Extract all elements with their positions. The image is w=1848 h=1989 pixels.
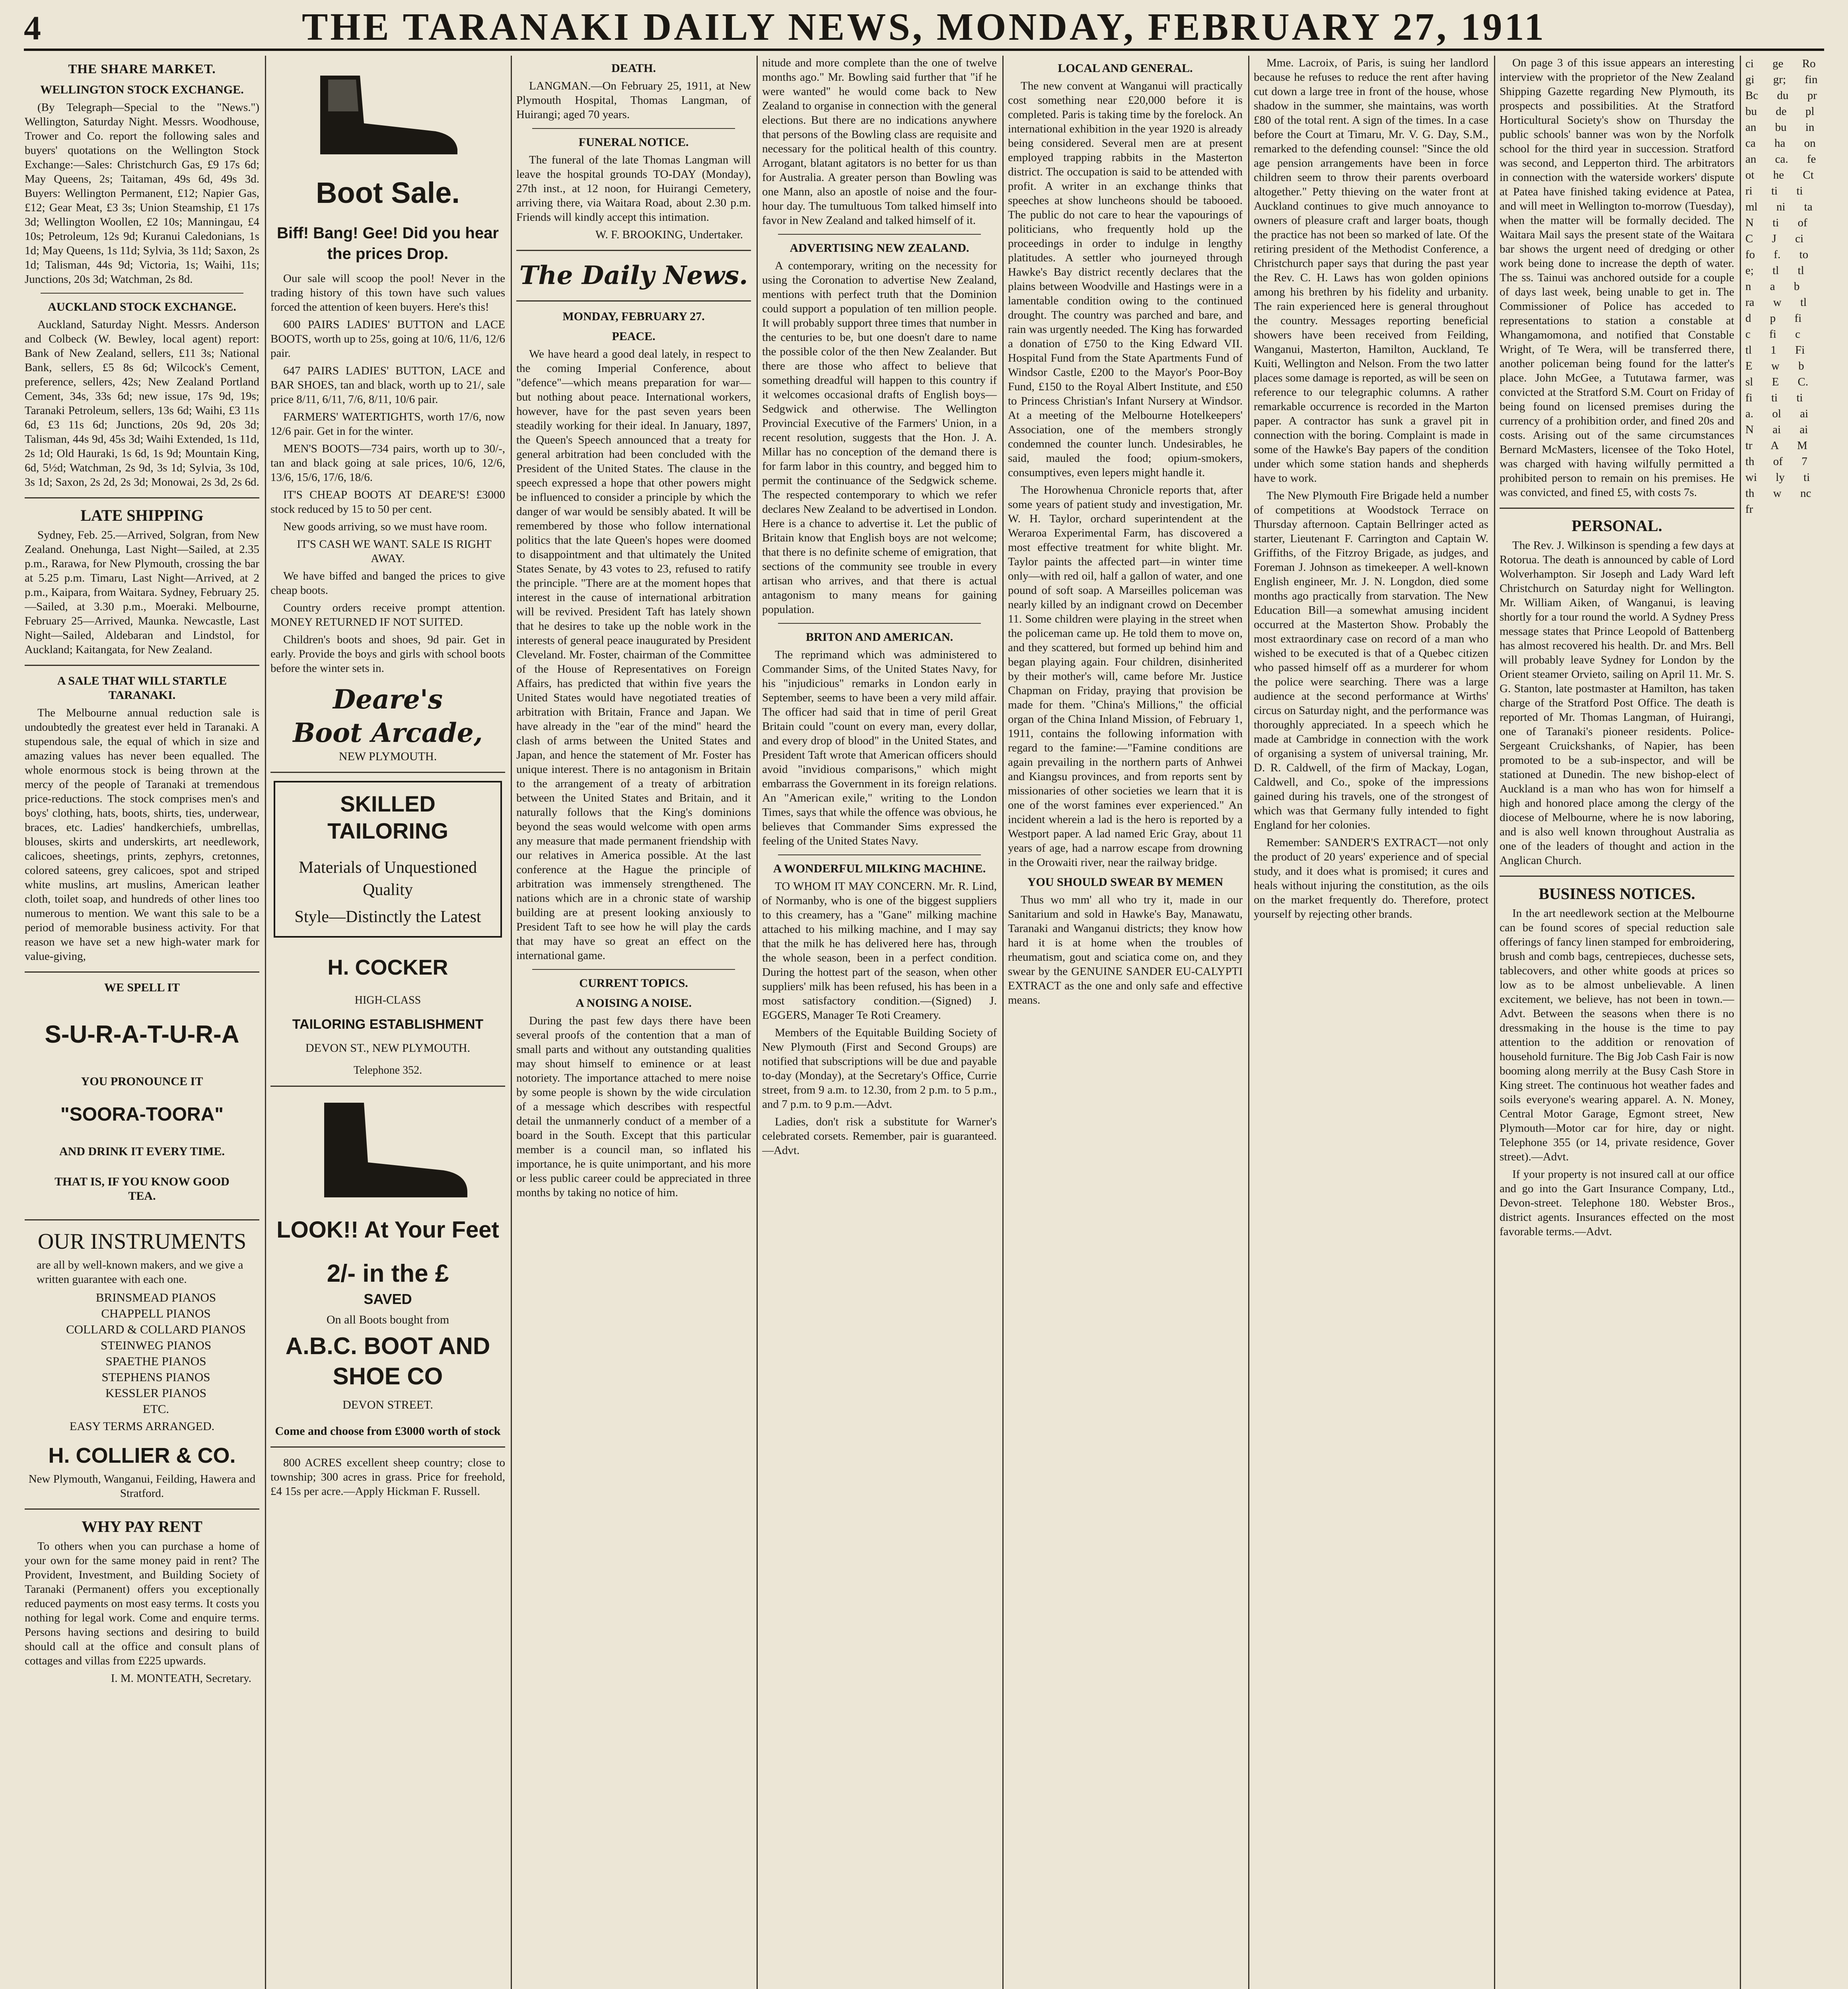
masthead [24, 5, 1824, 49]
advertising-nz-heading: ADVERTISING NEW ZEALAND. [790, 241, 969, 255]
column-4 [762, 56, 997, 1989]
briton-american-heading: BRITON AND AMERICAN. [805, 631, 953, 644]
sander-extract-notice: Remember: SANDER'S EXTRACT—not only the product of 20 years' experience and of special study, and it does what is promised; it cures and heals without injuring the constitution, as the oils on the market frequently do. Therefore, protect yourself by rejecting other brands. [1254, 836, 1488, 921]
deare-town: NEW PLYMOUTH. [338, 750, 437, 763]
divider [1500, 508, 1734, 509]
list-item: CHAPPELL PIANOS [101, 1306, 211, 1320]
business-notices-heading: BUSINESS NOTICES. [1539, 885, 1695, 903]
sale-article: The Melbourne annual reduction sale is undoubtedly the greatest ever held in Taranaki. A stupendous sale, the equal of which in size and amazing values has never been equalled. The whole enormous stock is being thrown at the mercy of the people of Taranaki at tremendous price-reductions. The stock comprises men's and boys' clothing, hats, boots, shirts, ties, underwear, braces, etc. Ladies' handkerchiefs, umbrellas, blouses, skirts and underskirts, art needlework, calicoes, sheetings, prints, zephyrs, cretonnes, colored sateens, grey calicoes, spot and striped white muslins, art muslins, American leather cloth, toilet soap, and hundreds of other lines too numerous to mention. We want this sale to be a period of memorable business activity. For that reason we have set a new high-water mark for value-giving, [25, 706, 259, 963]
divider [778, 623, 981, 624]
paper-nameplate: The Daily News. [519, 261, 748, 290]
boot-sale-intro: Our sale will scoop the pool! Never in the trading history of this town have such values forced the attention of keen buyers. Here's this! [270, 272, 505, 313]
collier-name: H. COLLIER & CO. [48, 1444, 236, 1467]
newspaper-title: THE TARANAKI DAILY NEWS, MONDAY, FEBRUARY 27, 1911 [302, 6, 1546, 49]
boot-illustration-icon [300, 1095, 475, 1202]
local-general-items: The new convent at Wanganui will practically cost something near £20,000 before it is completed. Paris is taking time by the forelock. An international exhibition in the year 1920 is already being considered. Several men are at present employed trapping rabbits in the Masterton district. The occupation is said to be attended with profit. A writer in an exchange thinks that speeches at show luncheons should be tabooed. The public do not care to hear the vapourings of politicians, who frequently hold up the proceedings in order to indulge in lengthy platitudes. A settler who journeyed through Hawke's Bay district recently declares that the plains between Woodville and Hastings were in a lamentable condition owing to the continued drought. The country was parched and bare, and rain was urgently needed. The King has forwarded a donation of £750 to the King Edward VII. Hospital Fund from the State Apartments Fund of Windsor Castle, £200 to the Mayor's Poor-Boy Fund, £150 to the Royal Albert Institute, and £50 to Princess Christian's Infant Nursery at Windsor. At a meeting of the Melbourne Hotelkeepers' Association, one of the members strongly condemned the counter lunch. Undesirables, he said, mauled the food; opium-smokers, consumptives, even lepers might handle it. [1008, 80, 1243, 479]
biff-bang-headline: Biff! Bang! Gee! Did you hear the prices Drop. [277, 224, 499, 263]
briton-american-article: The reprimand which was administered to Commander Sims, of the United States Navy, for his "injudicious" remarks in London early in September, seems to have been a very mild affair. The officer had said that in time of peril Great Britain could "count on every man, every dollar, and every drop of blood" in the United States, and President Taft wrote that American officers should avoid "invidious comparisons," which might embarrass the Government in its foreign relations. An "American exile," writing to the London Times, says that while the offence was obvious, he believes that Commander Sims expressed the feeling of the United States Navy. [762, 648, 997, 847]
deares-name: Deare's [333, 684, 443, 715]
divider [778, 234, 981, 235]
advertising-nz-article: A contemporary, writing on the necessity for using the Coronation to advertise New Zealand, mentions with perfect truth that the Dominion could support a population of ten million people. It will probably support three times that number in the centuries to be, but one doesn't dare to name the possible color of the then New Zealander. But there are those who affect to believe that something dreadful will happen to this country if it welcomes occasional drafts of English boys—Sedgwick and otherwise. The Wellington Provincial Executive of the Farmers' Union, in a recent resolution, suggests that the Hon. J. A. Millar has no conception of the demand there is for farm labor in this country, and begged him to permit the continuance of the Sedgwick scheme. The respected contemporary to which we refer declares New Zealand to be advertised in London. Here is a chance to advertise it. Let the public of Britain know that English boys are not welcome; that there is no definite scheme of emigration, that sections of the community see trouble in every artisan who arrives, and that there is actual antagonism to many means for gaining population. [762, 259, 997, 616]
divider [41, 293, 243, 294]
highclass-label: HIGH-CLASS [354, 994, 421, 1006]
column-1 [25, 56, 259, 1989]
cocker-name: H. COCKER [327, 956, 448, 979]
divider [25, 1508, 259, 1510]
page-number: 4 [24, 9, 41, 47]
column-rule [511, 56, 512, 1989]
cut-off-text: ci ge Ro gi gr; fin Bc du pr bu de pl an bu in ca ha on an ca. fe ot he Ct ri ti ti ml ni ta N ti of C J ci fo f. to e; tl tl n a b ra w tl d p fi c fi c tl 1 Fi E w b sl E C. fi ti ti a. ol ai N ai ai tr A M th of 7 wi ly ti th w nc fr [1745, 57, 1818, 516]
skilled-tailoring-title: SKILLED TAILORING [327, 791, 448, 843]
late-shipping-report: Sydney, Feb. 25.—Arrived, Solgran, from New Zealand. Onehunga, Last Night—Sailed, at 2.35 p.m., Rarawa, for New Plymouth, crossing the bar at 5.25 p.m. Timaru, Last Night—Arrived, at 2 p.m., Kaipara, from Waitara. Sydney, February 25.—Sailed, at 3.30 p.m., Moeraki. Melbourne, February 25—Arrived, Maunka. Newcastle, Last Night—Sailed, Aldebaran and Lindstol, for Auckland; Kaitangata, for New Zealand. [25, 529, 259, 656]
peace-editorial: We have heard a good deal lately, in respect to the coming Imperial Conference, about "defence"—which means preparation for war—but nothing about peace. International workers, however, have for the past seven years been steadily working for their ideal. In January, 1897, the Queen's Speech announced that a treaty for general arbitration had been concluded with the President of the United States. The clause in the speech expressed a hope that other powers might be influenced to consider a principle by which the danger of war would be sensibly abated. It will be remembered by those who follow international politics that the late Queen's hopes were doomed to disappointment and that ultimately the United States Senate, by 43 votes to 23, refused to ratify the principle. "There are at the moment hopes that interest in the cause of international arbitration will be revived. President Taft has lately shown that he desires to take up the noble work in the interests of general peace inaugurated by President Cleveland. Mr. Foster, chairman of the Committee of the House of Representatives on Foreign Affairs, has predicted that within five years the United States would have negotiated treaties of arbitration with Britain, France and Japan. We have already in the "ear of the mind" heard the clash of arms between the United States and Japan, and hence the statement of Mr. Foster has unique interest. There is no antagonism in Britain to the arrangement of a treaty of arbitration between the United States and Britain, and it naturally follows that the King's dominions beyond the seas would welcome with open arms any measure that made permanent friendship with our relatives in America possible. At the last conference at the Hague the principle of arbitration was immensely strengthened. The nations which are in a chronic state of warship building are at present looking anxiously to President Taft to see how he will play the cards that may have so great an effect on the international game. [516, 348, 751, 962]
all-boots-text: On all Boots bought from [326, 1313, 449, 1326]
skilled-tailoring-box [274, 781, 502, 938]
choose-stock-text: Come and choose from £3000 worth of stock [275, 1425, 501, 1438]
column-8-fragment [1745, 56, 1824, 1989]
list-item: SPAETHE PIANOS [105, 1354, 206, 1368]
divider [25, 497, 259, 498]
saved-amount: 2/- in the £ [327, 1260, 449, 1287]
boot-item: IT'S CHEAP BOOTS AT DEARE'S! £3000 stock reduced by 15 to 50 per cent. [270, 488, 505, 516]
column-6 [1254, 56, 1488, 1989]
divider [516, 250, 751, 251]
death-heading: DEATH. [611, 62, 656, 75]
boot-item: 647 PAIRS LADIES' BUTTON, LACE and BAR SHOES, tan and black, worth up to 21/, sale price 8/11, 6/11, 7/6, 8/11, 10/6 pair. [270, 364, 505, 406]
divider [532, 969, 735, 970]
funeral-notice: The funeral of the late Thomas Langman will leave the hospital grounds TO-DAY (Monday), 27th inst., at 12 noon, for Huirangi Cemetery, arriving there, via Waitara Road, about 2.30 p.m. Friends will kindly accept this intimation. [516, 154, 751, 224]
instruments-advert [25, 1228, 259, 1501]
masthead-rule [24, 49, 1824, 51]
column-3 [516, 56, 751, 1989]
column-rule [1494, 56, 1495, 1989]
corsets-notice: Ladies, don't risk a substitute for Warner's celebrated corsets. Remember, pair is guaranteed.—Advt. [762, 1115, 997, 1157]
auckland-exchange-report: Auckland, Saturday Night. Messrs. Anderson and Colbeck (W. Bewley, local agent) report: Bank of New Zealand, sellers, £11 3s; National Bank, sellers, £5 8s 6d; Wilcock's Cement, preference, sellers, 42s; New Zealand Portland Cement, 34s, 33s 6d; new issue, 17s 9d, 19s; Taranaki Petroleum, sellers, 13s 6d; Waihi, £3 11s 6d, £3 11s 6d; Junctions, 20s 9d, 20s 3d; Talisman, 44s 9d, 45s 3d; Waihi Extended, 1s 11d, 2s 1d; Old Hauraki, 1s 6d, 1s 9d; Mountain King, 6d, 5½d; Watchman, 2s 9d, 3s 1d; Sylvia, 3s 10d, 3s 1d; Saxon, 2s 2d, 2s 3d; Monowai, 2s 3d, 2s 6d. [25, 318, 259, 488]
divider [270, 1446, 505, 1448]
abc-company-name: A.B.C. BOOT AND SHOE CO [285, 1333, 490, 1390]
dateline: MONDAY, FEBRUARY 27. [562, 310, 705, 323]
suratura-word: S-U-R-A-T-U-R-A [45, 1021, 239, 1048]
list-item: STEINWEG PIANOS [100, 1338, 212, 1352]
divider [25, 971, 259, 973]
swear-text: Thus wo mm' all who try it, made in our Sanitarium and sold in Hawke's Bay, Manawatu, Taranaki and Wanganui districts; they know how hard it is at home when the troubles of rheumatism, gout and sciatica come on, and they swear by the GENUINE SANDER EU-CALYPTI EXTRACT as the one and only safe and effective means. [1008, 893, 1243, 1006]
milking-machine-article: TO WHOM IT MAY CONCERN. Mr. R. Lind, of Normanby, who is one of the biggest suppliers to this creamery, has a "Gane" milking machine attached to his milking machine, and I may say that the milk he has delivered here has, through the whole season, been in a perfect condition. During the hottest part of the season, when other suppliers' milk has been refused, his has been in a most satisfactory condition.—(Signed) J. EGGERS, Manager Te Roti Creamery. [762, 880, 997, 1022]
materials-text: Materials of Unquestioned Quality [299, 858, 477, 899]
spell-heading: WE SPELL IT [104, 981, 180, 994]
abc-boot-advert [270, 1095, 505, 1438]
noise-heading: A NOISING A NOISE. [576, 996, 692, 1010]
cash-text: IT'S CASH WE WANT. SALE IS RIGHT AWAY. [297, 538, 492, 565]
column-rule [1248, 56, 1249, 1989]
death-notice: LANGMAN.—On February 25, 1911, at New Plymouth Hospital, Thomas Langman, of Huirangi; aged 70 years. [516, 80, 751, 121]
new-goods-text: New goods arriving, so we must have room. [283, 520, 488, 533]
local-general-continued: The New Plymouth Fire Brigade held a number of competitions at Woodstock Terrace on Thursday afternoon. Captain Bellringer acted as starter, Lieutenant F. Carrington and Captain W. Griffiths, of the Fitzroy Brigade, as judges, and Foreman J. Johnson as timekeeper. A well-known English engineer, Mr. J. N. Longdon, died some months ago practically from starvation. The New Education Bill—a somewhat amusing incident occurred at the Masterton Show. Probably the most extraordinary case on record of a man who wished to be executed is that of a Quebec citizen who passed himself off as a murderer for whom the police were searching. There was a large audience at the second performance at Wirths' circus on Saturday night, and the performance was thoroughly appreciated. In a speech which he made at Cambridge in connection with the work of organising a system of universal training, Mr. D. R. Caldwell, of the firm of Mackay, Logan, Caldwell, and Co., spoke of the impressions gained during his travels, one of the strongest of which was that Germany fully intended to fight England for her colonies. [1254, 489, 1488, 831]
boot-sale-title: Boot Sale. [316, 176, 460, 209]
current-topics-heading: CURRENT TOPICS. [579, 977, 688, 990]
piano-list [53, 1290, 259, 1417]
divider [25, 1219, 259, 1220]
boot-item: MEN'S BOOTS—734 pairs, worth up to 30/-, tan and black going at sale prices, 10/6, 12/6, 13/6, 15/6, 17/6, 18/6. [270, 442, 505, 484]
instruments-heading: OUR INSTRUMENTS [37, 1229, 247, 1254]
collier-address: New Plymouth, Wanganui, Feilding, Hawera and Stratford. [28, 1473, 256, 1500]
list-item: COLLARD & COLLARD PIANOS [66, 1322, 246, 1336]
column-rule [265, 56, 266, 1989]
divider [270, 772, 505, 773]
pronounce-text: YOU PRONOUNCE IT [81, 1075, 203, 1088]
boot-item: 600 PAIRS LADIES' BUTTON and LACE BOOTS, worth up to 25s, going at 10/6, 11/6, 12/6 pair. [270, 318, 505, 360]
style-text: Style—Distinctly the Latest [294, 908, 481, 926]
peace-heading: PEACE. [612, 330, 656, 343]
insurance-notice: If your property is not insured call at our office and go into the Gart Insurance Company, Ltd., Devon-street. Telephone 180. Webster Bros., district agents. Insurances effected on the most favorable terms.—Advt. [1500, 1168, 1734, 1238]
local-general-continued: Mme. Lacroix, of Paris, is suing her landlord because he refuses to reduce the rent after having cut down a large tree in front of the house, whose shadow in the summer, she maintains, was worth £80 of the total rent. A sign of the times. In a case before the Court at Timaru, Mr. V. G. Day, S.M., remarked to the defending counsel: "Since the old age pension arrangements have been in force children seem to throw their parents overboard altogether." Petty thieving on the water front at Auckland continues to give much annoyance to owners of pleasure craft and larger boats, though the practice has not been so marked of late. Of the retiring president of the Methodist Conference, a Christchurch paper says that during the past year the Rev. C. H. Laws has won golden opinions among his brethren by his fidelity and urbanity. The rain experienced here is general throughout the country. Messages reporting beneficial showers have been received from Feilding, Wanganui, Masterton, Hamilton, Auckland, Te Kuiti, Wellington and Nelson. From the two latter places some damage is reported, as will be seen on reference to our telegraphic columns. A rather remarkable occurrence is recorded in the Marton paper. A contractor has sunk a gravel pit in connection with the boring. Complaint is made in some of the Hawke's Bay papers of the condition under which some station hands and shepherds have to work. [1254, 56, 1488, 485]
divider [516, 300, 751, 302]
drink-text: AND DRINK IT EVERY TIME. [59, 1145, 225, 1158]
divider [532, 128, 735, 129]
personal-heading: PERSONAL. [1572, 517, 1662, 535]
boot-arcade-name: Boot Arcade, [293, 717, 483, 748]
list-item: BRINSMEAD PIANOS [95, 1290, 216, 1304]
childrens-boots-text: Children's boots and shoes, 9d pair. Get in early. Provide the boys and girls with school boots before the winter sets in. [270, 633, 505, 675]
funeral-heading: FUNERAL NOTICE. [578, 136, 689, 149]
milking-machine-heading: A WONDERFUL MILKING MACHINE. [773, 862, 986, 875]
list-item: KESSLER PIANOS [105, 1386, 207, 1400]
local-general-items: The Horowhenua Chronicle reports that, after some years of patient study and investigation, Mr. W. H. Taylor, orchard superintendent at the Weraroa Experimental Farm, has discovered a most effective treatment for white blight. Mr. Taylor paints the affected part—in winter time only—with red oil, half a gallon of water, and one pound of soft soap. A Marseilles policeman was nearly killed by an indignant crowd on December 11. Some children were playing in the street when the policeman came up. He told them to move on, and they scattered, but formed up behind him and began playing again. Four children, disinherited by their mother's will, came before Mr. Justice Chapman on Friday, praying that provision be made for them. "China's Millions," the official organ of the China Inland Mission, of February 1, 1911, contains the following information with regard to the famine:—"Famine conditions are again prevailing in the northern parts of Anhwei and Kiangsu provinces, and from reports sent by missionaries of other societies we learn that it is one of the worst famines ever experienced." An incident wherein a lad is the hero is reported by a Westport paper. A lad named Eric Gray, about 11 years of age, had a narrow escape from drowning in the Orowaiti river, near the railway bridge. [1008, 484, 1243, 869]
provident-society-advert: To others when you can purchase a home of your own for the same money paid in rent? The Provident, Investment, and Building Society of Taranaki (Permanent) offers you exceptionally reduced payments on most easy terms. It costs you nothing for legal work. Come and enquire terms. Persons having sections and desiring to build should call at the office and consult plans of cottages and villas from £225 upwards. [25, 1540, 259, 1667]
column-rule [757, 56, 758, 1989]
column-rule [1002, 56, 1004, 1989]
country-orders-text: Country orders receive prompt attention. MONEY RETURNED IF NOT SUITED. [270, 601, 505, 629]
divider [270, 1086, 505, 1087]
good-tea-text: THAT IS, IF YOU KNOW GOOD TEA. [54, 1175, 230, 1203]
column-2 [270, 56, 505, 1989]
list-item: STEPHENS PIANOS [101, 1370, 210, 1384]
swear-heading: YOU SHOULD SWEAR BY MEMEN [1027, 876, 1224, 889]
business-notices: In the art needlework section at the Melbourne can be found scores of special reduction sale offerings of fancy linen stamped for embroidering, brush and comb bags, centrepieces, duchesse sets, tablecovers, and other white goods at prices so low as to be almost unbelievable. A linen excitement, we believe, has not been in town.—Advt. Between the seasons when there is no dressmaking in the house is the time to pay attention to the addition or renovation of household furniture. The Big Job Cash Fair is now booming along merrily at the Busy Cash Store in King street. The continuous hot weather fades and soils everyone's wearing apparel. A. N. Money, Central Motor Garage, Egmont street, New Plymouth—Motor car for hire, day or night. Telephone 355 (or 14, private residence, Gover street).—Advt. [1500, 907, 1734, 1163]
divider [25, 665, 259, 666]
equitable-notice: Members of the Equitable Building Society of New Plymouth (First and Second Groups) are notified that subscriptions will be due and payable to-day (Monday), at the Secretary's Office, Currie street, from 9 a.m. to 12.30, from 2 p.m. to 5 p.m., and 7 p.m. to 9 p.m.—Advt. [762, 1026, 997, 1111]
undertaker-signature: W. F. BROOKING, Undertaker. [595, 228, 743, 241]
continued-article: nitude and more complete than the one of twelve months ago." Mr. Bowling said further that "if he were wanted" he would come back to New Zealand to organise in connection with the general elections. But there are no indications anywhere that persons of the Bowling class are requisite and necessary for the political health of this country. Arrogant, blatant agitators is no better for us than for Australia. A greater person than Bowling was one Mann, also an apostle of noise and the four-hour day. The tumultuous Tom talked himself into favor in New Zealand and talked himself of it. [762, 56, 997, 227]
divider [1500, 876, 1734, 877]
acres-advert: 800 ACRES excellent sheep country; close to township; 300 acres in grass. Price for freehold, £4 15s per acre.—Apply Hickman F. Russell. [270, 1456, 505, 1498]
column-rule [1740, 56, 1741, 1989]
suratura-advert [25, 981, 259, 1203]
noise-article: During the past few days there have been several proofs of the contention that a man of small parts and without any outstanding qualities may shout himself to eminence or at least notoriety. The importance attached to mere noise by some people is shown by the wide circulation of a message which describes with respectful detail the unmannerly conduct of a member of a board in the South. Except that this particular member is a council man, so inflated his importance, he is quite unimportant, and his more or less public career could be appreciated in three months by taking no notice of him. [516, 1014, 751, 1199]
boot-sale-advert [270, 64, 505, 264]
late-shipping-heading: LATE SHIPPING [80, 506, 204, 524]
deare-advert [270, 683, 505, 764]
wellington-exchange-report: (By Telegraph—Special to the "News.") Wellington, Saturday Night. Messrs. Woodhouse, Trower and Co. report the following sales and buyers' quotations on the Wellington Stock Exchange:—Sales: Christchurch Gas, £9 17s 6d; May Queens, 2s; Taitaman, 49s 6d, 49s 3d. Buyers: Wellington Permanent, £12; Napier Gas, £12; Gear Meat, £3 3s; Union Steamship, £1 17s 3d; Wellington Woollen, £2 10s; Manningau, £4 10s; Petroleum, 12s 9d; Kuranui Caledonians, 1s 1d; May Queens, 1s 11d; Sylvia, 3s 11d; Saxon, 2s 1d; Talisman, 44s 9d; Victoria, 1s; Waihi, 11s; Junctions, 20s 3d; Watchman, 2s 8d. [25, 101, 259, 286]
look-at-your-feet: LOOK!! At Your Feet [276, 1217, 499, 1243]
local-general-heading: LOCAL AND GENERAL. [1058, 62, 1193, 75]
tailoring-establishment: TAILORING ESTABLISHMENT [292, 1017, 484, 1032]
sale-heading: A SALE THAT WILL STARTLE TARANAKI. [57, 674, 227, 702]
list-item: ETC. [142, 1402, 169, 1416]
biffed-text: We have biffed and banged the prices to give cheap boots. [270, 570, 505, 597]
personal-items: The Rev. J. Wilkinson is spending a few days at Rotorua. The death is announced by cable of Lord Wolverhampton. Sir Joseph and Lady Ward left Christchurch on Saturday night for Wellington. Mr. William Aiken, of Wanganui, is leaving shortly for a tour round the world. A Sydney Press message states that Prince Leopold of Battenberg has almost recovered his health. Dr. and Mrs. Bell will probably leave Sydney for London by the Orient steamer Orvieto, sailing on April 11. Mr. S. G. Stanton, late postmaster at Hamilton, has taken charge of the Stratford Post Office. The death is reported of Mr. Thomas Langman, of Huirangi, one of Taranaki's pioneer residents. Police-Sergeant Cruickshanks, of Napier, has been promoted to be a sub-inspector, and will be stationed at Dunedin. The new bishop-elect of Auckland is a man who has won for himself a high and honored place among the clergy of the diocese of Melbourne, where he is now laboring, and is also well known throughout Australia as one of the leaders of thought and action in the Anglican Church. [1500, 539, 1734, 867]
boot-illustration-icon [304, 64, 471, 159]
signature: I. M. MONTEATH, Secretary. [111, 1672, 251, 1685]
divider [778, 854, 981, 855]
wellington-exchange-heading: WELLINGTON STOCK EXCHANGE. [40, 83, 244, 96]
soora-toora-word: "SOORA-TOORA" [60, 1104, 224, 1125]
tailor-address: DEVON ST., NEW PLYMOUTH. [305, 1041, 471, 1055]
easy-terms: EASY TERMS ARRANGED. [69, 1420, 215, 1433]
why-pay-rent-heading: WHY PAY RENT [82, 1518, 202, 1536]
auckland-exchange-heading: AUCKLAND STOCK EXCHANGE. [48, 300, 236, 313]
boot-item: FARMERS' WATERTIGHTS, worth 17/6, now 12/6 pair. Get in for the winter. [270, 411, 505, 438]
local-items: On page 3 of this issue appears an interesting interview with the proprietor of the New Zealand Shipping Gazette regarding New Plymouth, its prospects and possibilities. At the Stratford Horticultural Society's show on Thursday the public schools' banner was won by the Norfolk school for the third year in succession. Stratford was second, and Lepperton third. The arbitrators in connection with the waterside workers' dispute at Patea have finished taking evidence at Patea, and will meet in Wellington to-morrow (Tuesday), when the matter will be formally decided. The Waitara Mail says the present state of the Waitara bar shows the urgent need of dredging or other work being done to increase the depth of water. The ss. Tainui was anchored outside for a couple of days last week, being unable to get in. The Commissioner of Police has acceded to representations to station a constable at Whangamomona, and notified that Constable Wright, of Te Wera, will be transferred there, another policeman being found for the latter's place. John McGee, a Tututawa farmer, was convicted at the Stratford S.M. Court on Friday of being found on licensed premises during the currency of a prohibition order, and fined 20s and costs. Arising out of the same circumstances Bernard McMasters, licensee of the Toko Hotel, was charged with having wilfully permitted a prohibited person to remain on his premises. He was convicted, and fined £5, with costs 7s. [1500, 56, 1734, 499]
instruments-intro: are all by well-known makers, and we give a written guarantee with each one. [37, 1259, 243, 1286]
share-market-heading: THE SHARE MARKET. [68, 62, 216, 76]
tailoring-advert [270, 781, 505, 1078]
column-5 [1008, 56, 1243, 1989]
tailor-telephone: Telephone 352. [353, 1064, 422, 1076]
column-7 [1500, 56, 1734, 1989]
abc-street: DEVON STREET. [342, 1398, 433, 1411]
saved-label: SAVED [364, 1291, 412, 1307]
